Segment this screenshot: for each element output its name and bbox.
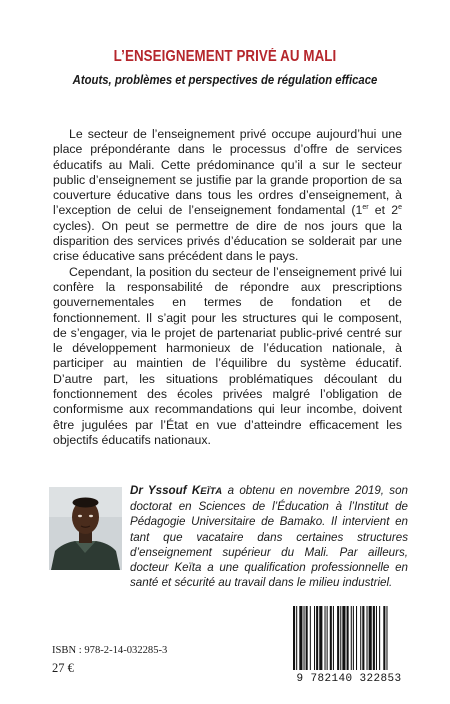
- barcode-bar: [304, 606, 305, 670]
- barcode-bar: [333, 606, 334, 670]
- barcode: [287, 604, 411, 688]
- barcode-bar: [360, 606, 361, 670]
- book-title: L’ENSEIGNEMENT PRIVÉ AU MALI: [113, 48, 337, 65]
- barcode-bar: [376, 606, 377, 670]
- barcode-digits: 9 782140 322853: [296, 673, 402, 685]
- author-name: Dr Yssouf KEÏTA: [130, 484, 223, 497]
- barcode-bar: [340, 606, 341, 670]
- barcode-bar: [316, 606, 318, 670]
- ordinal-superscript: er: [362, 204, 369, 212]
- barcode-bar: [293, 606, 295, 670]
- barcode-bar: [379, 606, 380, 670]
- barcode-bar: [356, 606, 357, 670]
- ordinal-superscript: e: [398, 204, 402, 212]
- barcode-bar: [330, 606, 332, 670]
- barcode-bar: [314, 606, 315, 670]
- barcode-bar: [299, 606, 302, 670]
- summary-paragraph-2: Cependant, la position du secteur de l’enseignement privé lui confère la responsabilité de répondre aux prescriptions gouvernementales en termes de fondation et de fonctionnement. Il s’agit pour les structures qui le composent, de s’engager, via le projet de partenariat public-privé centré sur le développement harmonieux de l’éducation nationale, à participer au maintien de l’équilibre du système éducatif. D’autre part, les situations problématiques découlant du fonctionnement des écoles privées malgré l’obligation de conformisme aux recommandations qui leur incombe, doivent être jugulées par l’État en vue d’atteindre efficacement les objectifs éducatifs nationaux.: [53, 264, 402, 447]
- barcode-bars: [287, 604, 411, 674]
- summary-paragraph-1: Le secteur de l’enseignement privé occupe aujourd’hui une place prépondérante dans le processus d’offre de services éducatifs au Mali. Cette prédominance qu’il a sur le secteur public d’enseignement se justifie par la grande proportion de sa couverture éducative dans tous les ordres d’enseignement, à l’exception de celui de l’enseignement fondamental (1er et 2e cycles). On peut se permettre de dire de nos jours que la disparition des services privés d’éducation se solderait par une crise éducative sans précédent dans le pays.: [53, 127, 402, 264]
- barcode-bar: [347, 606, 349, 670]
- barcode-bar: [306, 606, 308, 670]
- book-subtitle: Atouts, problèmes et perspectives de régulation efficace: [72, 73, 378, 87]
- summary-text: [53, 127, 402, 448]
- barcode-bar: [386, 606, 387, 670]
- author-bio: Dr Yssouf KEÏTA a obtenu en novembre 2019, son doctorat en Sciences de l’Éducation à l’Institut de Pédagogie Universitaire de Bamako. Il intervient en tant que vacataire dans certaines structures d’enseignement supérieur du Mali. Par ailleurs, docteur Keïta a une qualification professionnelle en santé et sécurité au travail dans le milieu industriel.: [130, 484, 408, 590]
- barcode-bar: [342, 606, 345, 670]
- barcode-bar: [337, 606, 339, 670]
- author-photo: [49, 487, 122, 570]
- barcode-bar: [319, 606, 322, 670]
- price: 27 €: [52, 661, 74, 675]
- barcode-bar: [353, 606, 354, 670]
- isbn: ISBN : 978-2-14-032285-3: [52, 645, 168, 656]
- barcode-bar: [325, 606, 326, 670]
- barcode-bar: [310, 606, 311, 670]
- barcode-bar: [296, 606, 297, 670]
- barcode-bar: [367, 606, 368, 670]
- barcode-bar: [362, 606, 364, 670]
- barcode-bar: [369, 606, 372, 670]
- barcode-bar: [351, 606, 352, 670]
- barcode-bar: [383, 606, 385, 670]
- barcode-bar: [373, 606, 375, 670]
- barcode-bar: [327, 606, 328, 670]
